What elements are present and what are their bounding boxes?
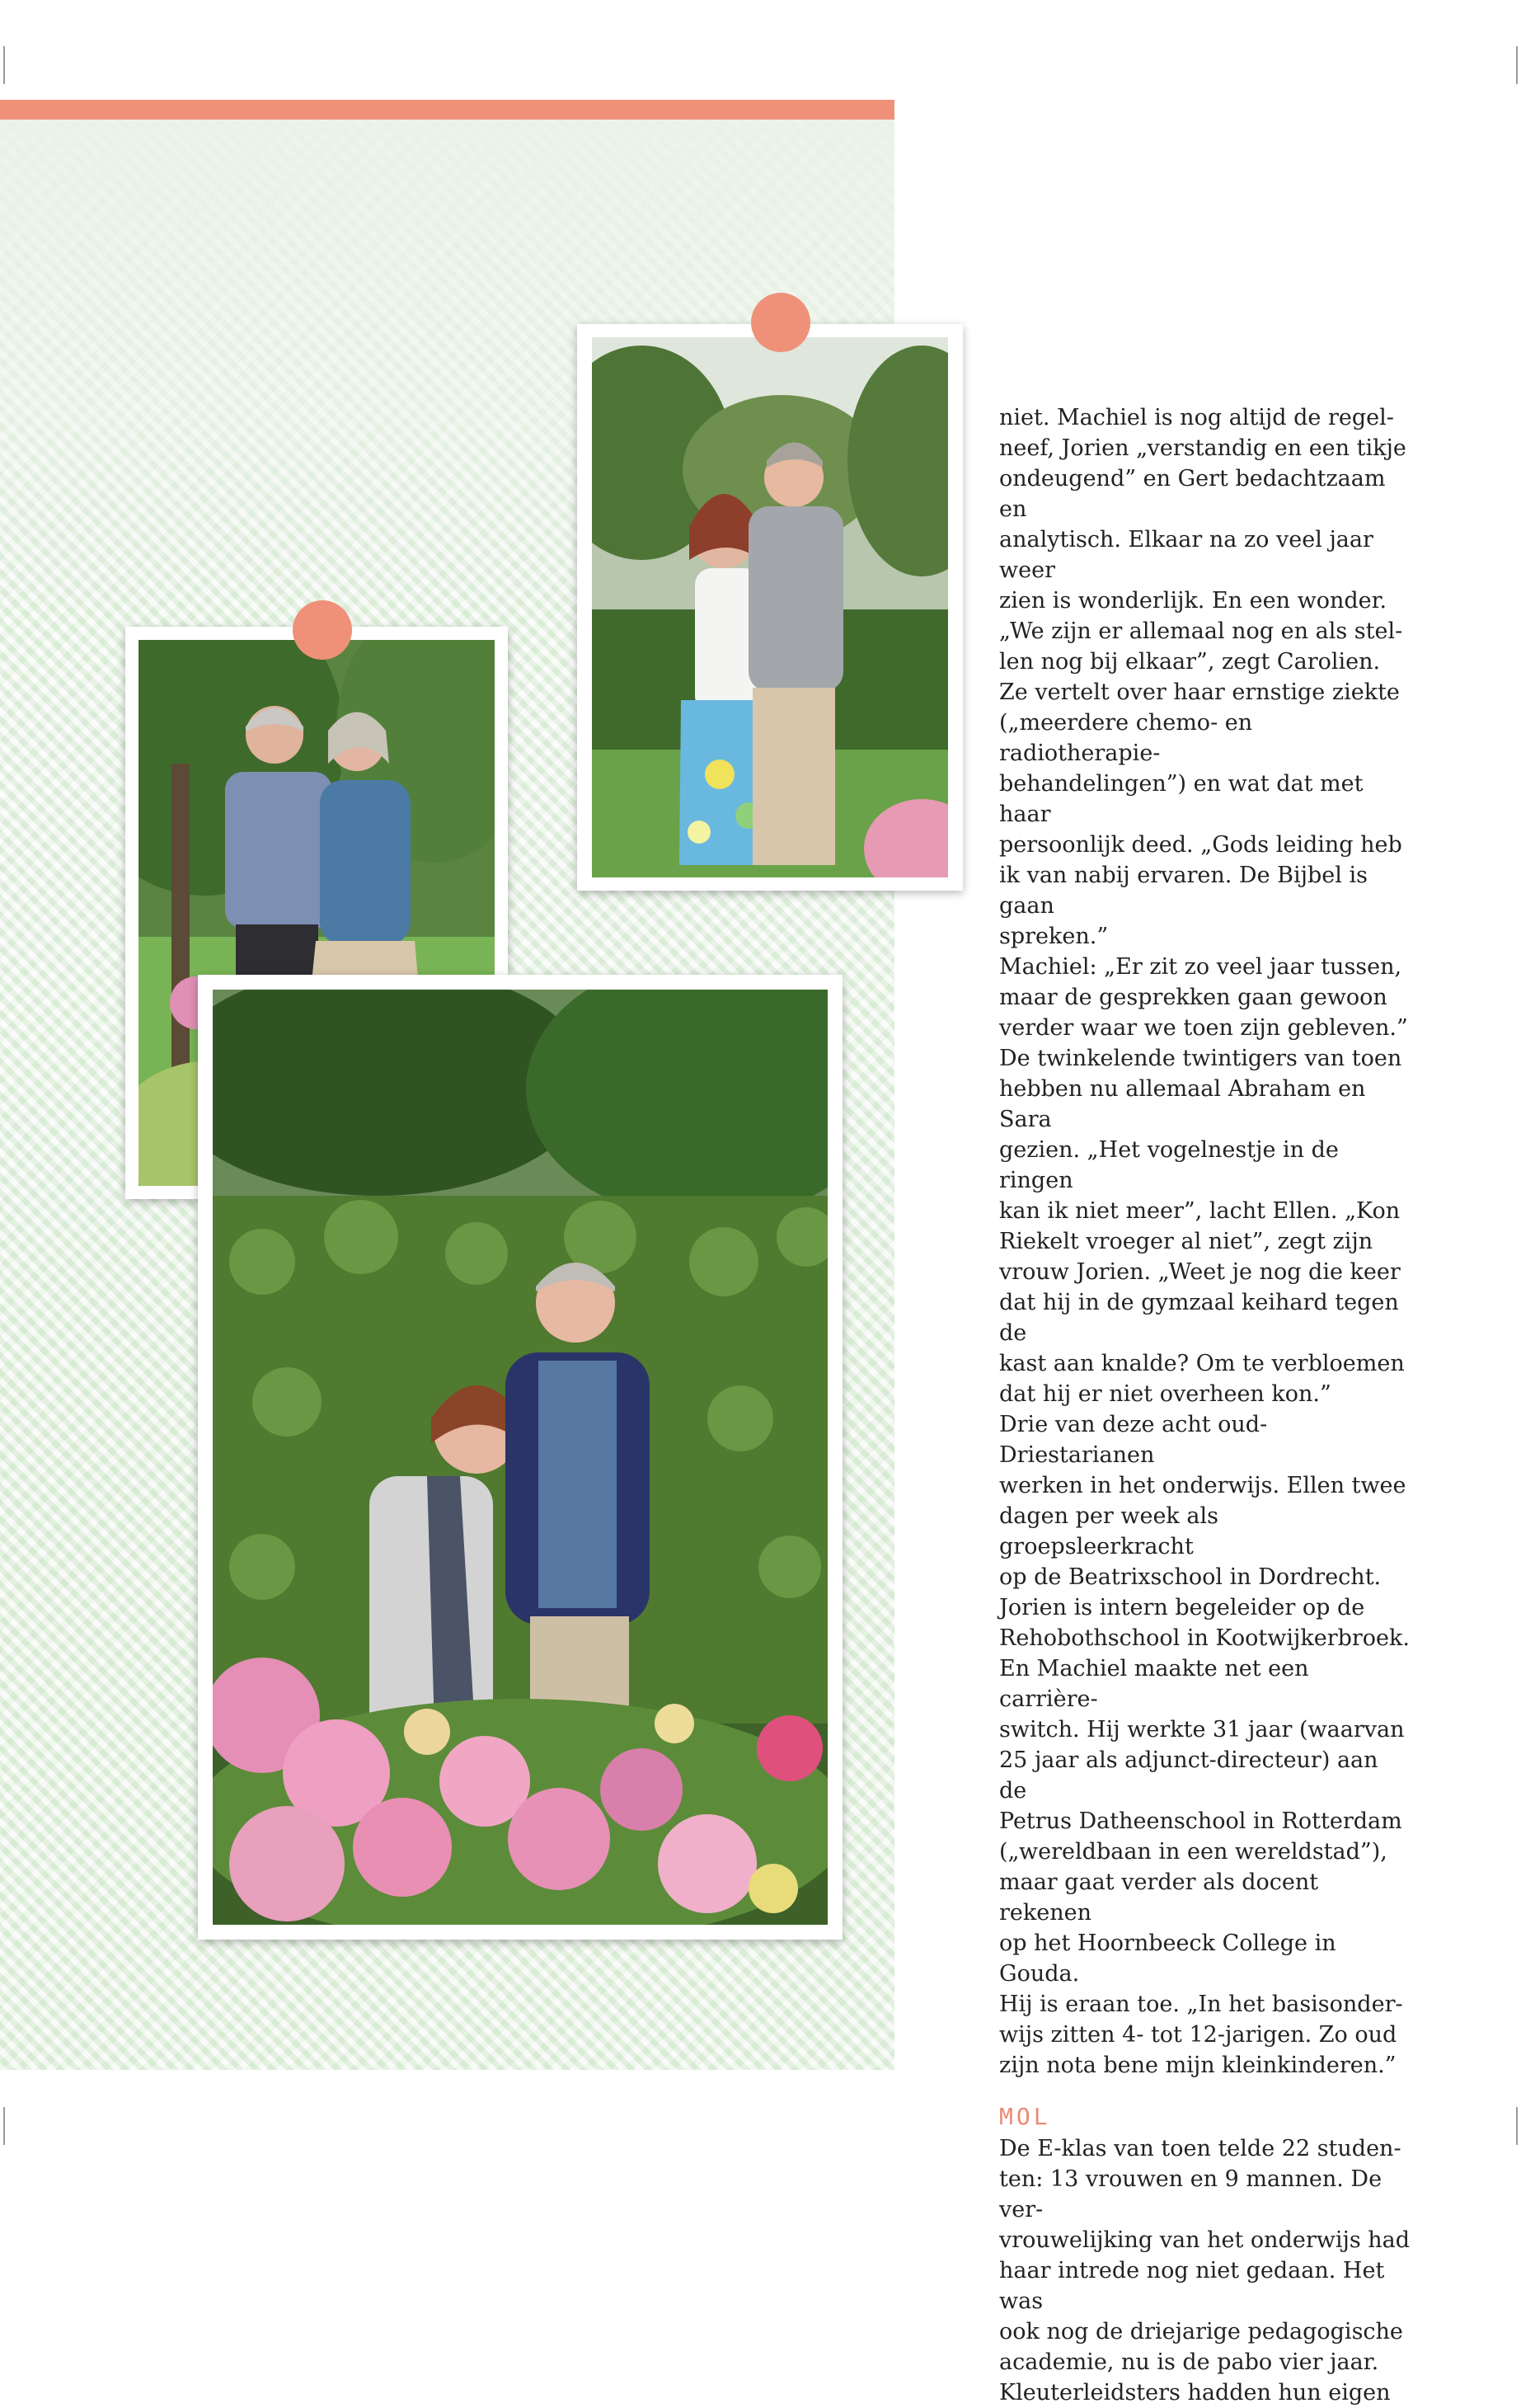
article-paragraph: niet. Machiel is nog altijd de regel- neef, Jorien „verstandig en een tikje ondeugend” en Gert bedachtzaam en analytisch. Elkaar na zo veel jaar weer zien is wonderlijk. En een wonder. „We zijn er allemaal nog en als stel- len nog bij elkaar”, zegt Carolien. Ze vertelt over haar ernstige ziekte („meerdere chemo- en radiotherapie- behandelingen”) en wat dat met haar persoonlijk deed. „Gods leiding heb ik van nabij ervaren. De Bijbel is gaan spreken.” Machiel: „Er zit zo veel jaar tussen, maar de gesprekken gaan gewoon verder waar we toen zijn gebleven.” De twinkelende twintigers van toen hebben nu allemaal Abraham en Sara gezien. „Het vogelnestje in de ringen kan ik niet meer”, lacht Ellen. „Kon Riekelt vroeger al niet”, zegt zijn vrouw Jorien. „Weet je nog die keer dat hij in de gymzaal keihard tegen de kast aan knalde? Om te verbloemen dat hij er niet overheen kon.” Drie van deze acht oud-Driestarianen werken in het onderwijs. Ellen twee dagen per week als groepsleerkracht op de Beatrixschool in Dordrecht. Jorien is intern begeleider op de Rehobothschool in Kootwijkerbroek. En Machiel maakte net een carrière- switch. Hij werkte 31 jaar (waarvan 25 jaar als adjunct-directeur) aan de Petrus Datheenschool in Rotterdam („wereldbaan in een wereldstad”), maar gaat verder als docent rekenen op het Hoornbeeck College in Gouda. Hij is eraan toe. „In het basisonder- wijs zitten 4- tot 12-jarigen. Zo oud zijn nota bene mijn kleinkinderen.” xyxy=(999,405,1410,2078)
photo-couple-bottom xyxy=(198,975,843,1940)
couple-photo-image xyxy=(213,990,828,1925)
crop-mark-top-right xyxy=(1516,46,1518,84)
photo-couple-top xyxy=(577,324,963,891)
section-heading: MOL xyxy=(999,2103,1051,2130)
crop-mark-bottom-left xyxy=(3,2107,5,2145)
crop-mark-top-left xyxy=(3,46,5,84)
article-paragraph: De E-klas van toen telde 22 studen- ten: 13 vrouwen en 9 mannen. De ver- vrouwelijking van het onderwijs had haar intrede nog niet gedaan. Het was ook nog de driejarige pedagogische academie, nu is de pabo vier jaar. Kleuterleidsters hadden hun eigen xyxy=(999,2136,1411,2406)
pin-dot-top xyxy=(751,293,810,352)
couple-photo-image xyxy=(592,337,948,877)
article-column xyxy=(999,402,1411,2408)
crop-mark-bottom-right xyxy=(1516,2107,1518,2145)
accent-bar xyxy=(0,100,894,120)
pin-dot-left xyxy=(293,600,352,660)
